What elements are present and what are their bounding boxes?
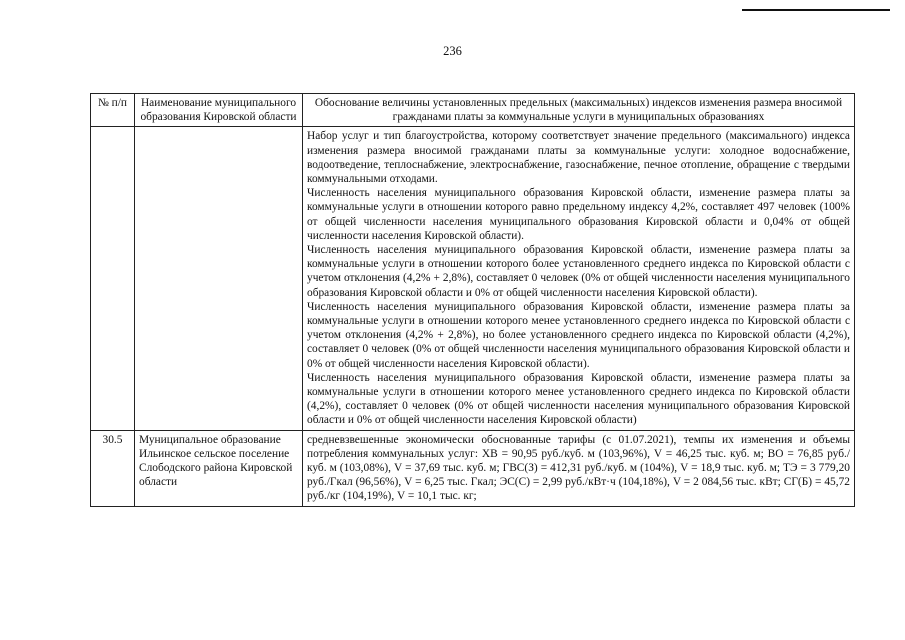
row-municipality	[135, 127, 303, 430]
paragraph-services: Набор услуг и тип благоустройства, которому соответствует значение предельного (максимального) индекса изменения размера вносимой гражданами платы за коммунальные услуги: холодное водоснабжение, водоотведение, теплоснабжение, электроснабжение, газоснабжение, печное отопление, обращение с твердыми коммунальными отходами.	[307, 130, 850, 186]
row-justification	[303, 127, 855, 430]
header-municipality: Наименование муниципального образования Кировской области	[135, 94, 303, 127]
header-number: № п/п	[91, 94, 135, 127]
tariff-table	[90, 93, 855, 507]
paragraph-above-index: Численность населения муниципального образования Кировской области, изменение размера платы за коммунальные услуги в отношении которого более установленного среднего индекса по Кировской области с учетом отклонения (4,2% + 2,8%), составляет 0 человек (0% от общей численности населения муниципального образования Кировской области и 0% от общей численности населения Кировской области).	[307, 244, 850, 299]
paragraph-equal-index: Численность населения муниципального образования Кировской области, изменение размера платы за коммунальные услуги в отношении которого равно предельному индексу 4,2%, составляет 497 человек (100% от общей численности населения муниципального образования Кировской области и 0,04% от общей численности населения Кировской области).	[307, 187, 850, 242]
table-row	[91, 127, 855, 430]
table-header-row	[91, 94, 855, 127]
header-justification: Обоснование величины установленных предельных (максимальных) индексов изменения размера вносимой гражданами платы за коммунальные услуги в муниципальных образованиях	[303, 94, 855, 127]
paragraph-tariffs: средневзвешенные экономически обоснованные тарифы (с 01.07.2021), темпы их изменения и объемы потребления коммунальных услуг: ХВ = 90,95 руб./куб. м (103,96%), V = 46,25 тыс. куб. м; ВО = 76,85 руб./куб. м (103,08%), V = 37,69 тыс. куб. м; ГВС(З) = 412,31 руб./куб. м (104%), V = 18,9 тыс. куб. м; ТЭ = 3 779,20 руб./Гкал (96,56%), V = 6,25 тыс. Гкал; ЭС(С) = 2,99 руб./кВт·ч (104,18%), V = 2 084,56 тыс. кВт; СГ(Б) = 45,72 руб./кг (104,19%), V = 10,1 тыс. кг;	[307, 433, 850, 503]
top-rule	[742, 9, 890, 11]
row-justification	[303, 430, 855, 506]
table-row	[91, 430, 855, 506]
paragraph-between-index: Численность населения муниципального образования Кировской области, изменение размера платы за коммунальные услуги в отношении которого менее установленного среднего индекса по Кировской области с учетом отклонения (4,2% + 2,8%), но более установленного среднего индекса по Кировской области (4,2%), составляет 0 человек (0% от общей численности населения муниципального образования Кировской области и 0% от общей численности населения Кировской области).	[307, 300, 850, 370]
page-number: 236	[443, 44, 462, 58]
row-municipality: Муниципальное образование Ильинское сельское поселение Слободского района Кировской области	[135, 430, 303, 506]
row-number	[91, 127, 135, 430]
row-number: 30.5	[91, 430, 135, 506]
paragraph-below-index: Численность населения муниципального образования Кировской области, изменение размера платы за коммунальные услуги в отношении которого менее установленного среднего индекса по Кировской области (4,2%), составляет 0 человек (0% от общей численности населения муниципального образования Кировской области и 0% от общей численности населения Кировской области)	[307, 371, 850, 427]
